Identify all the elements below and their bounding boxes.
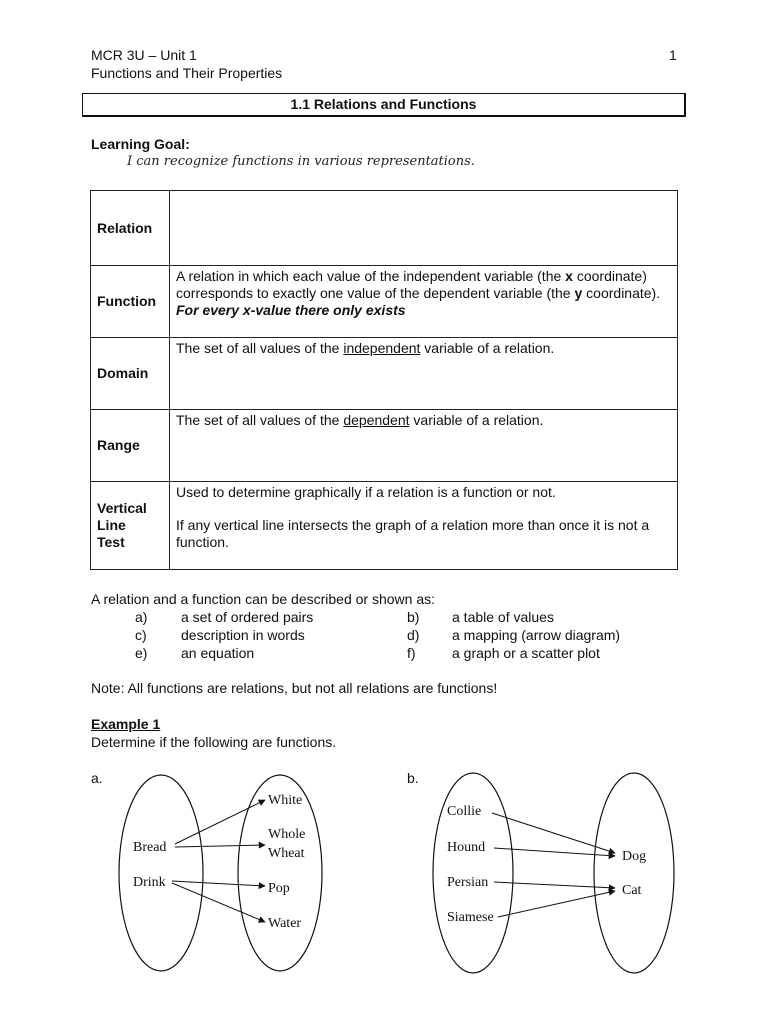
rep-letter-f: f) [407, 645, 416, 661]
arrow-drink-pop [172, 881, 265, 886]
mapping-b-collie: Collie [447, 804, 482, 819]
domain-definition: The set of all values of the independent variable of a relation. [170, 338, 678, 410]
rep-item-e: an equation [181, 645, 255, 661]
example-prompt: Determine if the following are functions. [91, 734, 337, 750]
example-heading: Example 1 [91, 716, 161, 732]
example-b-label: b. [407, 770, 419, 786]
mapping-a-pop: Pop [268, 881, 290, 896]
domain-keyword: independent [343, 340, 421, 356]
mapping-b-range-oval [594, 773, 674, 973]
function-emphasis: For every x-value there only exists [176, 302, 406, 318]
domain-row [91, 338, 678, 410]
relation-row [91, 191, 678, 266]
function-row [91, 266, 678, 338]
mapping-b-cat: Cat [622, 883, 642, 898]
course-code: MCR 3U – Unit 1 [91, 47, 197, 63]
domain-term: Domain [91, 338, 170, 410]
function-definition: A relation in which each value of the independent variable (the x coordinate) corresponds to exactly one value of the dependent variable (the y coordinate). For every x-value there only exists [170, 266, 678, 338]
arrow-bread-white [175, 800, 265, 844]
rep-item-b: a table of values [452, 609, 554, 625]
mapping-a-water: Water [268, 916, 302, 931]
range-definition: The set of all values of the dependent variable of a relation. [170, 410, 678, 482]
mapping-a-wheat: Wheat [268, 846, 305, 861]
mapping-b-hound: Hound [447, 840, 486, 855]
unit-title: Functions and Their Properties [91, 65, 283, 81]
relation-term: Relation [91, 191, 170, 266]
mapping-diagrams [0, 760, 768, 1024]
vlt-term: Vertical Line Test [91, 482, 170, 570]
learning-goal-label: Learning Goal: [91, 136, 190, 152]
range-row [91, 410, 678, 482]
mapping-b [433, 773, 674, 973]
rep-letter-d: d) [407, 627, 420, 643]
range-term: Range [91, 410, 170, 482]
rep-item-c: description in words [181, 627, 305, 643]
arrow-collie-dog [492, 813, 615, 853]
mapping-b-siamese: Siamese [447, 910, 494, 925]
mapping-b-dog: Dog [622, 849, 647, 864]
range-keyword: dependent [343, 412, 410, 428]
mapping-a-whole: Whole [268, 827, 306, 842]
arrow-bread-wholewheat [175, 845, 265, 847]
rep-letter-c: c) [135, 627, 147, 643]
rep-letter-b: b) [407, 609, 420, 625]
page-number: 1 [669, 47, 677, 63]
definitions-table [90, 190, 678, 570]
section-title: 1.1 Relations and Functions [82, 93, 686, 117]
mapping-b-domain-oval [433, 773, 513, 973]
mapping-a-domain-oval [119, 775, 203, 971]
function-term: Function [91, 266, 170, 338]
relation-definition [170, 191, 678, 266]
note-text: Note: All functions are relations, but not all relations are functions! [91, 680, 498, 696]
mapping-a-drink: Drink [133, 875, 166, 890]
rep-item-f: a graph or a scatter plot [452, 645, 600, 661]
example-a-label: a. [91, 770, 103, 786]
mapping-b-persian: Persian [447, 875, 489, 890]
arrow-drink-water [172, 883, 265, 922]
vlt-row [91, 482, 678, 570]
representations-intro: A relation and a function can be described or shown as: [91, 591, 435, 607]
mapping-a [119, 775, 322, 971]
rep-item-d: a mapping (arrow diagram) [452, 627, 621, 643]
learning-goal-text: I can recognize functions in various representations. [127, 154, 475, 169]
mapping-a-white: White [268, 793, 303, 808]
vlt-definition: Used to determine graphically if a relation is a function or not. If any vertical line intersects the graph of a relation more than once it is not a function. [170, 482, 678, 570]
rep-letter-e: e) [135, 645, 148, 661]
mapping-a-bread: Bread [133, 840, 167, 855]
rep-item-a: a set of ordered pairs [181, 609, 314, 625]
rep-letter-a: a) [135, 609, 148, 625]
